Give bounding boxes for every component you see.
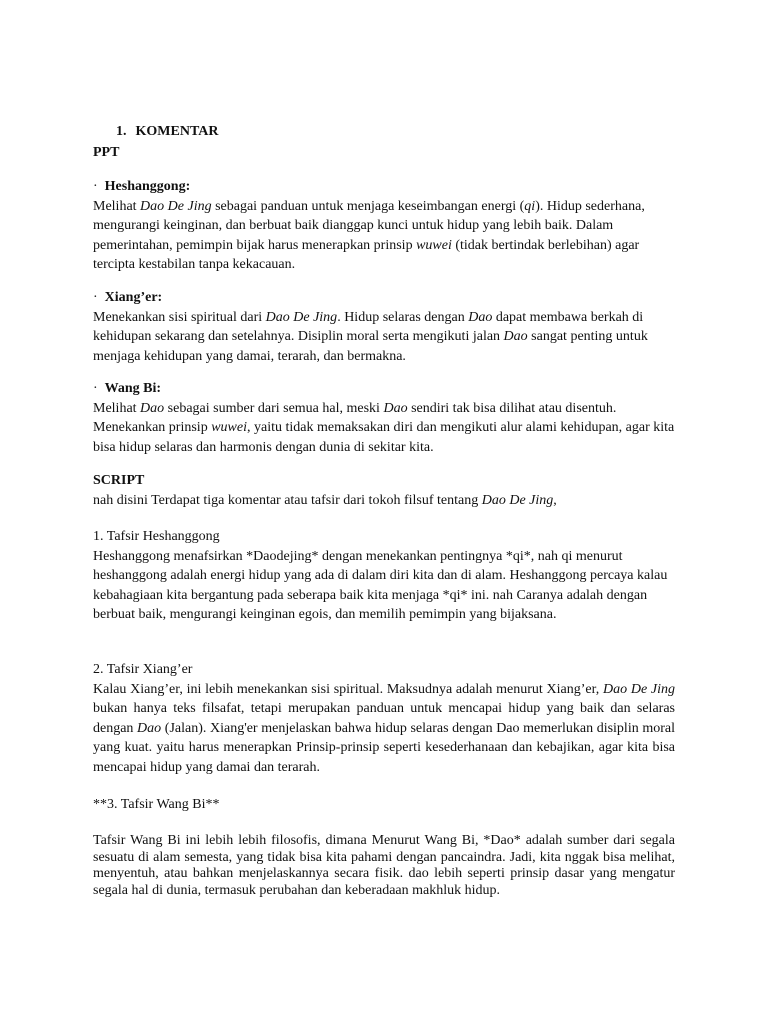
tafsir-title: 2. Tafsir Xiang’er — [93, 662, 193, 677]
ppt-item-heading — [93, 177, 675, 197]
tafsir-title: 1. Tafsir Heshanggong — [93, 529, 220, 544]
text-run: dapat membawa berkah di kehidupan sekarang dan setelahnya. Disiplin moral serta mengikuti jalan — [93, 309, 644, 344]
text-run: , — [553, 492, 557, 508]
tafsir-text: Heshanggong menafsirkan *Daodejing* dengan menekankan pentingnya *qi*, nah qi menurut heshanggong adalah energi hidup yang ada di dalam diri kita dan di alam. Heshanggong percaya kalau kebahagiaan kita bergantung pada seberapa baik kita menjaga *qi* ini. nah Caranya adalah dengan berbuat baik, mengurangi keinginan egois, dan memilih pemimpin yang bijaksana. — [93, 548, 668, 622]
ppt-item-wangbi — [93, 379, 675, 457]
text-run-italic: Dao De Jing — [602, 681, 675, 697]
script-section — [93, 471, 675, 510]
text-run: sebagai panduan untuk menjaga keseimbangan energi ( — [211, 198, 525, 214]
bullet-icon: · — [93, 381, 98, 396]
ppt-item-name: Heshanggong: — [104, 179, 191, 194]
tafsir-text — [93, 680, 675, 778]
text-run: Menekankan sisi spiritual dari — [93, 309, 266, 325]
text-run: Melihat — [93, 400, 141, 416]
text-run-italic: Dao — [137, 720, 162, 736]
text-run: Kalau Xiang’er, ini lebih menekankan sisi spiritual. Maksudnya adalah menurut Xiang’er, — [93, 681, 603, 697]
section-heading — [116, 124, 218, 140]
text-run-italic: Dao De Jing — [265, 309, 338, 325]
tafsir-wangbi-title: **3. Tafsir Wang Bi** — [93, 797, 220, 812]
text-run-italic: wuwei — [416, 237, 452, 253]
text-run: sangat penting untuk menjaga kehidupan yang damai, terarah, dan bermakna. — [93, 329, 648, 364]
text-run: nah disini Terdapat tiga komentar atau tafsir dari tokoh filsuf tentang — [93, 492, 482, 508]
ppt-item-text — [93, 308, 675, 367]
text-run-italic: qi — [524, 198, 536, 214]
text-run-italic: Dao — [503, 329, 528, 344]
text-run: (Jalan). Xiang'er menjelaskan bahwa hidup selaras dengan Dao memerlukan disiplin moral yang kuat. yaitu harus menerapkan Prinsip-prinsip seperti kesederhanaan dan kebajikan, agar kita bisa mencapai hidup yang damai dan terarah. — [93, 720, 675, 775]
text-run: sebagai sumber dari semua hal, meski — [164, 400, 384, 416]
text-run: Melihat — [93, 198, 141, 214]
text-run: bukan hanya teks filsafat, tetapi merupakan panduan untuk mencapai hidup yang baik dan selaras dengan — [93, 701, 675, 736]
text-run-italic: Dao — [140, 400, 165, 416]
bullet-icon: · — [93, 290, 98, 305]
ppt-item-xianger — [93, 288, 675, 366]
text-run-italic: Dao — [383, 400, 408, 416]
text-run: sendiri tak bisa dilihat atau disentuh. Menekankan prinsip — [93, 400, 617, 435]
tafsir-xianger — [93, 660, 675, 777]
ppt-label: PPT — [93, 145, 120, 160]
ppt-item-text — [93, 399, 675, 458]
section-number: 1. — [116, 124, 127, 139]
script-intro — [93, 491, 675, 511]
script-label: SCRIPT — [93, 473, 145, 488]
ppt-item-text — [93, 197, 675, 275]
text-run: . Hidup selaras dengan — [337, 309, 469, 325]
ppt-item-name: Wang Bi: — [104, 381, 162, 396]
text-run: ). Hidup sederhana, mengurangi keinginan, dan berbuat baik dianggap kunci untuk hidup yang lebih baik. Dalam pemerintahan, pemimpin bijak harus menerapkan prinsip — [93, 198, 645, 253]
text-run-italic: Dao De Jing — [140, 198, 212, 214]
tafsir-heshanggong — [93, 527, 675, 625]
text-run: (tidak bertindak berlebihan) agar tercipta kestabilan tanpa kekacauan. — [93, 237, 640, 272]
section-title: KOMENTAR — [135, 124, 219, 139]
ppt-item-heshanggong — [93, 177, 675, 275]
text-run: , yaitu tidak memaksakan diri dan mengikuti alur alami kehidupan, agar kita bisa hidup selaras dan harmonis dengan dunia di sekitar kita. — [93, 420, 675, 455]
ppt-item-name: Xiang’er: — [104, 290, 163, 305]
text-run-italic: wuwei — [211, 420, 247, 435]
ppt-item-heading — [93, 288, 675, 308]
text-run-italic: Dao De Jing — [481, 492, 554, 508]
tafsir-wangbi-text: Tafsir Wang Bi ini lebih lebih filosofis, dimana Menurut Wang Bi, *Dao* adalah sumber dari segala sesuatu di alam semesta, yang tidak bisa kita pahami dengan pancaindra. Jadi, kita nggak bisa melihat, menyentuh, atau bahkan menjelaskannya secara fisik. dao lebih seperti prinsip dasar yang mengatur segala hal di dunia, termasuk perubahan dan keberadaan makhluk hidup. — [93, 833, 675, 898]
ppt-item-heading — [93, 379, 675, 399]
bullet-icon: · — [93, 179, 98, 194]
text-run-italic: Dao — [468, 309, 493, 325]
